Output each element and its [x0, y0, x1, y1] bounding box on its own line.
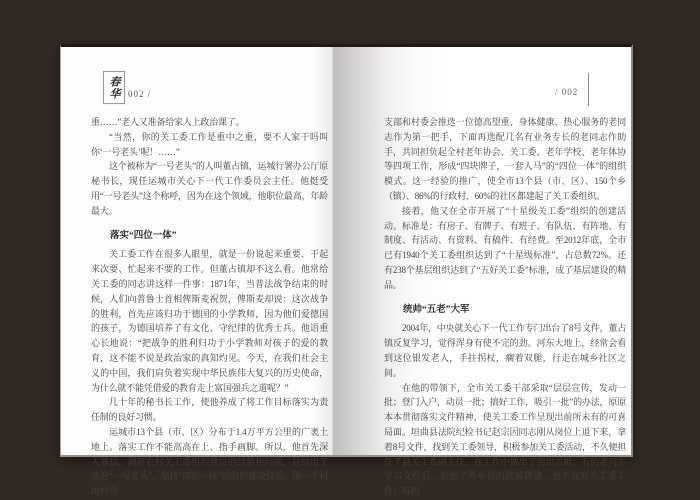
section-heading-five-elders: 统帅“五老”大军 — [403, 304, 470, 315]
paragraph: 关工委工作在很多人眼里，就是一份说起来重要、干起来次要、忙起来不要的工作。但董占镇却不这么看。他常给关工委的同志讲这样一件事：1871年，当普法战争结束的时候，人们向普鲁士首相俾斯麦祝贺，俾斯麦却说：这次战争的胜利，首先应该归功于德国的小学教师，因为他们爱德国的孩子，为德国培养了有文化、守纪律的优秀士兵。他语重心长地说：“把战争的胜利归功于小学教师对孩子的爱的教育，这不能不说是政治家的真知灼见。今天，在我们社会主义的中国，我们肩负着实现中华民族伟大复兴的历史使命，为什么就不能凭借爱的教育走上富国强兵之道呢？” — [91, 249, 328, 393]
paragraph: 这个被称为“一号老头”的人叫董占镇，运城行署办公厅原秘书长，现任运城市关心下一代工作委员会主任。他挺受用“一号老头”这个称呼，因为在这个领域，他职位最高，年龄最大。 — [91, 161, 328, 216]
paragraph: 在他的带领下，全市关工委干部采取“层层宣传，发动一批；登门入户，动员一批；搞好工作，吸引一批”的办法，原原本本贯彻落实文件精神，使关工委工作呈现出前所未有的可喜局面。垣曲县法院纪检书记赵宗因同志刚从岗位上退下来，拿着8号文件，找到关工委领导，积极参加关工委活动，不久便担任了县关工委副主任，在工作中做出了突出贡献；有的老同志学习文件后，拒绝了外单位的高薪聘请，也不放弃关工委工作；有的 — [384, 382, 626, 497]
paragraph: “当然，你的关工委工作是重中之重，要不人家干吗叫你‘一号老头’呢！……” — [91, 131, 328, 157]
right-page-body — [384, 115, 626, 499]
folio-rule — [588, 73, 589, 106]
right-page-number: / 002 — [555, 87, 579, 97]
book-logo-calligraphy: 春华 — [108, 75, 120, 100]
left-page-body — [91, 115, 328, 499]
book-spread — [60, 44, 633, 497]
paragraph-continuation: 支部和村委会推选一位德高望重、身体健康、热心服务的老同志作为第一把手，下面再选配几名有业务专长的老同志作助手，共同担负起全村老年协会、关工委、老年学校、老年体协等四项工作，形成“四块牌子，一套人马”的“四位一体”的组织模式。这一经验的推广，使全市13个县（市、区）、150个乡（镇）、86%的行政村、60%的社区都建起了关工委组织。 — [384, 117, 626, 201]
left-page — [61, 47, 333, 497]
book-logo — [103, 71, 125, 104]
left-page-number: 002 / — [128, 89, 152, 99]
paragraph: 接着，他又在全市开展了“十星级关工委”组织的创建活动。标准是：有房子、有牌子、有班子、有队伍、有阵地、有制度、有活动、有资料、有稿件、有经费。至2012年底，全市已有1940个关工委组织达到了“十星级标准”，占总数72%。还有238个基层组织达到了“五好关工委”标准，成了基层建设的精品。 — [384, 205, 626, 290]
paragraph: 几十年的秘书长工作，使他养成了将工作目标落实为责任制的良好习惯。 — [91, 397, 328, 423]
section-heading-four-in-one: 落实“四位一体” — [110, 230, 177, 241]
right-page — [333, 47, 631, 497]
paragraph: 运城市13个县（市、区）分布于1.4万平方公里的广袤土地上。落实工作不能高高在上、指手画脚。所以，他首先深入基层，调研农村关工委组织建设的经验和问题，总结出了选准“一号老头”，坚持“四位一体”的组织建设经验。即一个村由村党 — [91, 426, 328, 497]
paragraph-continuation: 重……”老人又准备给家人上政治课了。 — [91, 117, 245, 127]
paragraph: 2004年，中央就关心下一代工作专门出台了8号文件，董占镇反复学习，觉得浑身有使不完的劲。河东大地上，经常会看到这位银发老人，手拄拐杖，瘸着双腿，行走在城乡社区之间。 — [384, 323, 626, 378]
